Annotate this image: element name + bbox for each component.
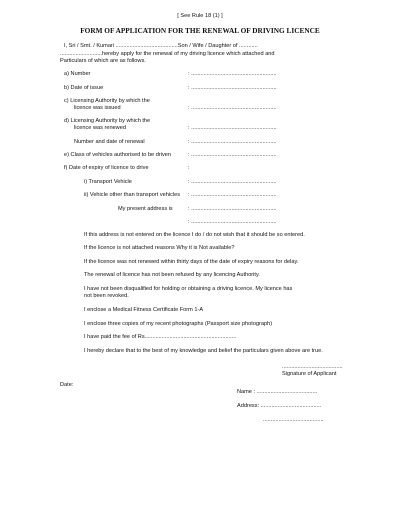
statement-licence-not-attached: If the licence is not attached reasons Why it is Not available? <box>84 245 235 251</box>
field-renewing-authority-label-cont: licence was renewed <box>74 125 126 131</box>
field-date-of-issue-label: b) Date of issue <box>64 85 104 91</box>
field-transport-vehicle-label: i) Transport Vehicle <box>84 179 132 185</box>
field-expiry-label: f) Date of expiry of licence to drive <box>64 165 149 171</box>
field-vehicle-class-value[interactable]: : ....................................................... <box>188 152 277 158</box>
field-issuing-authority-label-cont: licence was issued <box>74 105 121 111</box>
address-field-2[interactable]: ....................................... <box>263 417 324 423</box>
address-field[interactable]: Address: ....................................... <box>237 403 322 409</box>
signature-label: Signature of Applicant <box>282 371 337 377</box>
statement-fee-paid: I have paid the fee of Rs........................................................... <box>84 334 237 340</box>
field-renewal-number-label: Number and date of renewal <box>74 139 145 145</box>
statement-not-disqualified-cont: not been revoked. <box>84 293 129 299</box>
field-issuing-authority-label: c) Licensing Authority by which the <box>64 98 150 104</box>
field-number-value[interactable]: : ....................................................... <box>188 71 277 77</box>
intro-line-1: I, Sri / Smt. / Kumari ........................................Son / Wife / Daughter of ............ <box>64 43 258 49</box>
signature-line[interactable]: ....................................... <box>282 364 343 370</box>
field-renewing-authority-value[interactable]: : ....................................................... <box>188 125 277 131</box>
field-transport-vehicle-value[interactable]: : ....................................................... <box>188 179 277 185</box>
field-present-address-label: My present address is <box>118 206 173 212</box>
statement-medical-certificate: I enclose a Medical Fitness Certificate Form 1-A <box>84 307 204 313</box>
field-issuing-authority-value[interactable]: : ....................................................... <box>188 105 277 111</box>
field-expiry-colon: : <box>188 165 190 171</box>
form-title: FORM OF APPLICATION FOR THE RENEWAL OF DRIVING LICENCE <box>80 26 320 35</box>
intro-line-2: ...........................hereby apply for the renewal of my driving licence which attached and <box>60 51 275 57</box>
date-label: Date: <box>60 382 74 388</box>
name-field[interactable]: Name : ....................................... <box>237 389 318 395</box>
field-renewing-authority-label: d) Licensing Authority by which the <box>64 118 151 124</box>
statement-not-disqualified: I have not been disqualified for holding or obtaining a driving licence. My licence has <box>84 286 293 292</box>
field-other-vehicle-label: ii) Vehicle other than transport vehicles <box>84 192 181 198</box>
field-other-vehicle-value[interactable]: : ....................................................... <box>188 192 277 198</box>
field-number-label: a) Number <box>64 71 91 77</box>
field-present-address-value-2[interactable]: : ....................................................... <box>188 219 277 225</box>
statement-declaration: I hereby declare that to the best of my knowledge and belief the particulars given above are true. <box>84 348 323 354</box>
field-date-of-issue-value[interactable]: : ....................................................... <box>188 85 277 91</box>
field-renewal-number-value[interactable]: : ....................................................... <box>188 139 277 145</box>
statement-address-entry: If this address is not entered on the licence I do / do not wish that it should be so entered. <box>84 232 305 238</box>
rule-reference: [ See Rule 18 (1) ] <box>177 13 223 19</box>
statement-not-refused: The renewal of licence has not been refused by any licencing Authority. <box>84 272 260 278</box>
statement-photographs: I enclose three copies of my recent photographs (Passport size photograph) <box>84 321 273 327</box>
field-present-address-value[interactable]: : ....................................................... <box>188 206 277 212</box>
statement-delay-reasons: If the licence was not renewed within thirty days of the date of expiry reasons for delay. <box>84 259 299 265</box>
intro-line-3: Particulars of which are as follows. <box>60 58 146 64</box>
field-vehicle-class-label: e) Class of vehicles authorised to be driven <box>64 152 171 158</box>
